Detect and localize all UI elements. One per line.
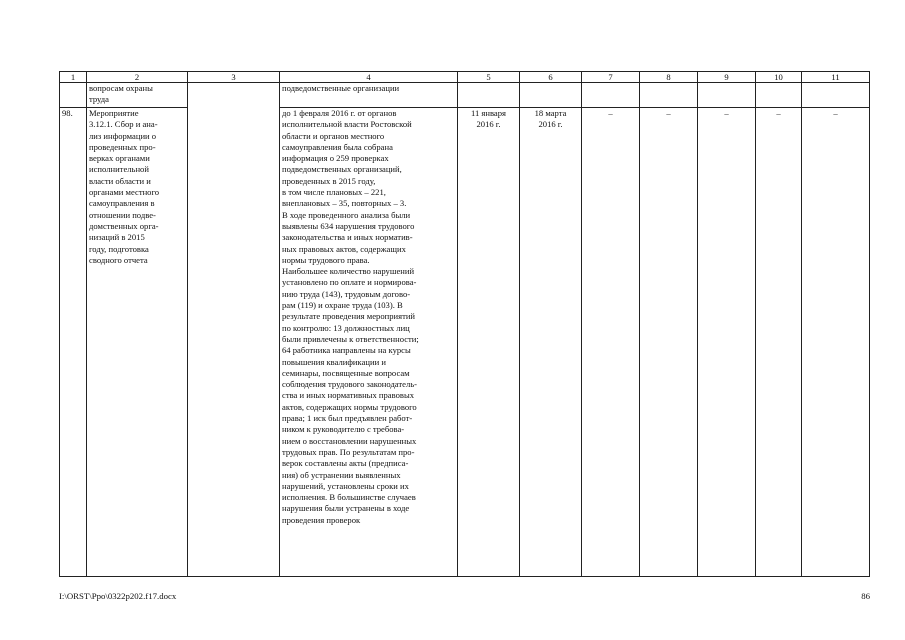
dash-cell: –	[582, 108, 640, 577]
empty-cell	[756, 83, 802, 108]
column-number: 11	[802, 72, 870, 83]
column-number-row	[60, 72, 870, 83]
column-number: 6	[520, 72, 582, 83]
column-number: 2	[87, 72, 188, 83]
dash-cell: –	[640, 108, 698, 577]
column-number: 4	[280, 72, 458, 83]
empty-cell	[458, 83, 520, 108]
planned-date: 11 января 2016 г.	[458, 108, 520, 577]
empty-cell	[582, 83, 640, 108]
table-row	[60, 108, 870, 577]
continuation-row	[60, 83, 870, 108]
result-description: до 1 февраля 2016 г. от органов исполнительной власти Ростовской области и органов местного самоуправления была собрана информация о 259 проверках подведомственных организаций, проведенных в 2015 году, в том числе плановых – 221, внеплановых – 35, повторных – 3. В ходе проведенного анализа были выявлены 634 нарушения трудового законодательства и иных норматив- ных правовых актов, содержащих нормы трудового права. Наибольшее количество нарушений установлено по оплате и нормирова- нию труда (143), трудовым догово- рам (119) и охране труда (103). В результате проведения мероприятий по контролю: 13 должностных лиц были привлечены к ответственности; 64 работника направлены на курсы повышения квалификации и семинары, посвященные вопросам соблюдения трудового законодатель- ства и иных нормативных правовых актов, содержащих нормы трудового права; 1 иск был предъявлен работ- ником к руководителю с требова- нием о восстановлении нарушенных трудовых прав. По результатам про- верок составлены акты (предписа- ния) об устранении выявленных нарушений, установлены сроки их исполнения. В большинстве случаев нарушения были устранены в ходе проведения проверок	[280, 108, 458, 577]
actual-date: 18 марта 2016 г.	[520, 108, 582, 577]
column-number: 3	[188, 72, 280, 83]
event-description: Мероприятие 3.12.1. Сбор и ана- лиз информации о проведенных про- верках органами исполнительной власти области и органами местного самоуправления в отношении подве- домственных орга- низаций в 2015 году, подготовка сводного отчета	[87, 108, 188, 577]
empty-cell	[698, 83, 756, 108]
column-number: 1	[60, 72, 87, 83]
column-number: 5	[458, 72, 520, 83]
row-number: 98.	[60, 108, 87, 577]
event-continuation-text: вопросам охраны труда	[87, 83, 188, 108]
column-number: 9	[698, 72, 756, 83]
column-number: 10	[756, 72, 802, 83]
file-path-footer: I:\ORST\Ppo\0322p202.f17.docx	[59, 591, 177, 601]
column-number: 7	[582, 72, 640, 83]
result-continuation-text: подведомственные организации	[280, 83, 458, 108]
executor-cell	[188, 83, 280, 577]
page-number: 86	[861, 591, 870, 601]
dash-cell: –	[698, 108, 756, 577]
empty-cell	[802, 83, 870, 108]
column-number: 8	[640, 72, 698, 83]
empty-cell	[520, 83, 582, 108]
dash-cell: –	[802, 108, 870, 577]
empty-cell	[640, 83, 698, 108]
plan-table	[59, 71, 870, 577]
empty-cell	[60, 83, 87, 108]
dash-cell: –	[756, 108, 802, 577]
